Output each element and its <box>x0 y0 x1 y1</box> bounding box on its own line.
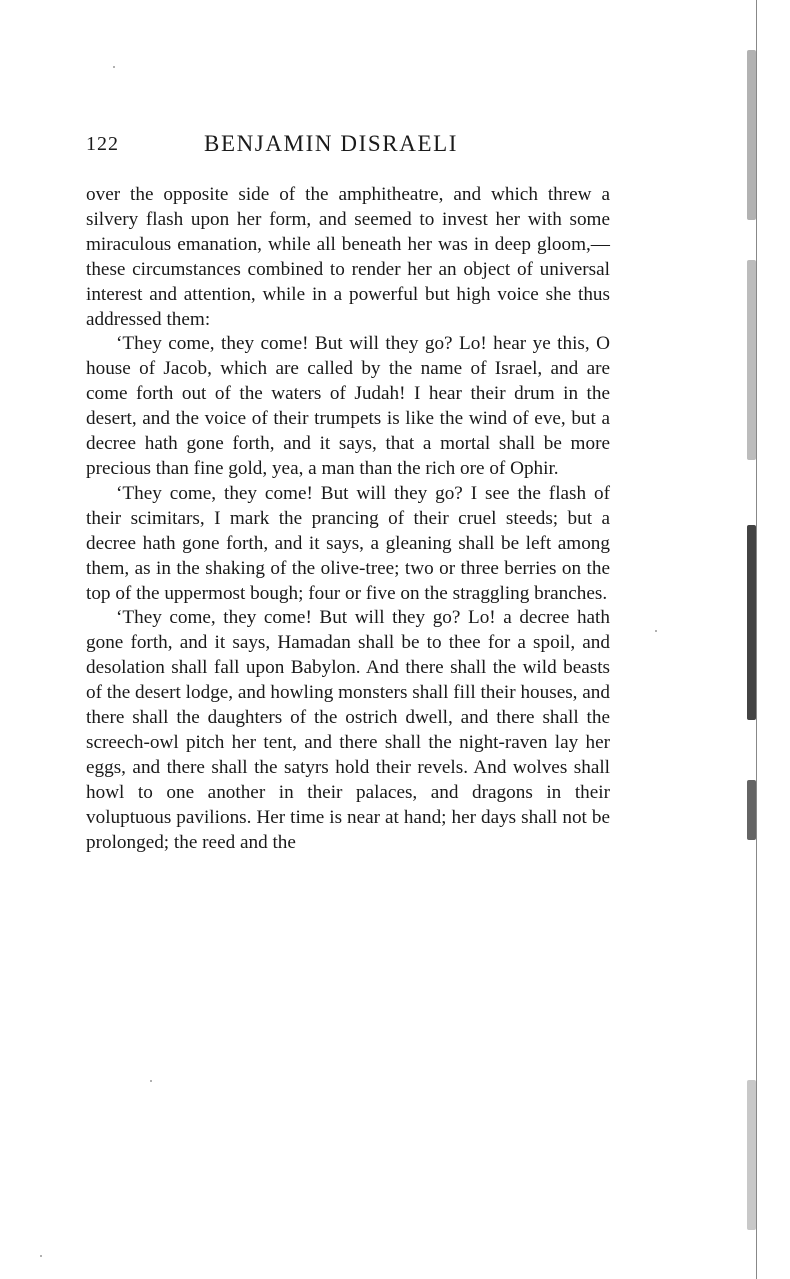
page-edge-shadow <box>747 525 756 720</box>
page-edge-shadow <box>747 50 756 220</box>
scan-speck <box>40 1255 42 1257</box>
page-edge-shadow <box>747 780 756 840</box>
scan-speck <box>150 1080 152 1082</box>
paragraph-continuation: over the opposite side of the amphitheatre, and which threw a silvery flash upon her form, and seemed to invest her with some miraculous emanation, while all beneath her was in deep gloom,—these circumstances combined to render her an object of universal interest and attention, while in a powerful but high voice she thus addressed them: <box>86 184 610 330</box>
body-text <box>86 183 610 855</box>
page-header <box>86 133 610 163</box>
scan-speck <box>113 66 115 68</box>
paragraph: ‘They come, they come! But will they go? Lo! a decree hath gone forth, and it says, Hamadan shall be to thee for a spoil, and desolation shall fall upon Babylon. And there shall the wild beasts of the desert lodge, and howling monsters shall fill their houses, and there shall the daughters of the ostrich dwell, and there shall the screech-owl pitch her tent, and there shall the night-raven lay her eggs, and there shall the satyrs hold their revels. And wolves shall howl to one another in their palaces, and dragons in their voluptuous pavilions. Her time is near at hand; her days shall not be prolonged; the reed and the <box>86 607 610 853</box>
paragraph: ‘They come, they come! But will they go? I see the flash of their scimitars, I mark the prancing of their cruel steeds; but a decree hath gone forth, and it says, a gleaning shall be left among them, as in the shaking of the olive-tree; two or three berries on the top of the uppermost bough; four or five on the straggling branches. <box>86 482 610 604</box>
paragraph: ‘They come, they come! But will they go? Lo! hear ye this, O house of Jacob, which are called by the name of Israel, and are come forth out of the waters of Judah! I hear their drum in the desert, and the voice of their trumpets is like the wind of eve, but a decree hath gone forth, and it says, that a mortal shall be more precious than fine gold, yea, a man than the rich ore of Ophir. <box>86 333 610 479</box>
running-head: BENJAMIN DISRAELI <box>204 131 458 156</box>
scan-speck <box>655 630 657 632</box>
page-number: 122 <box>86 133 119 155</box>
page-edge-shadow <box>747 1080 756 1230</box>
page-edge-shadow <box>747 260 756 460</box>
